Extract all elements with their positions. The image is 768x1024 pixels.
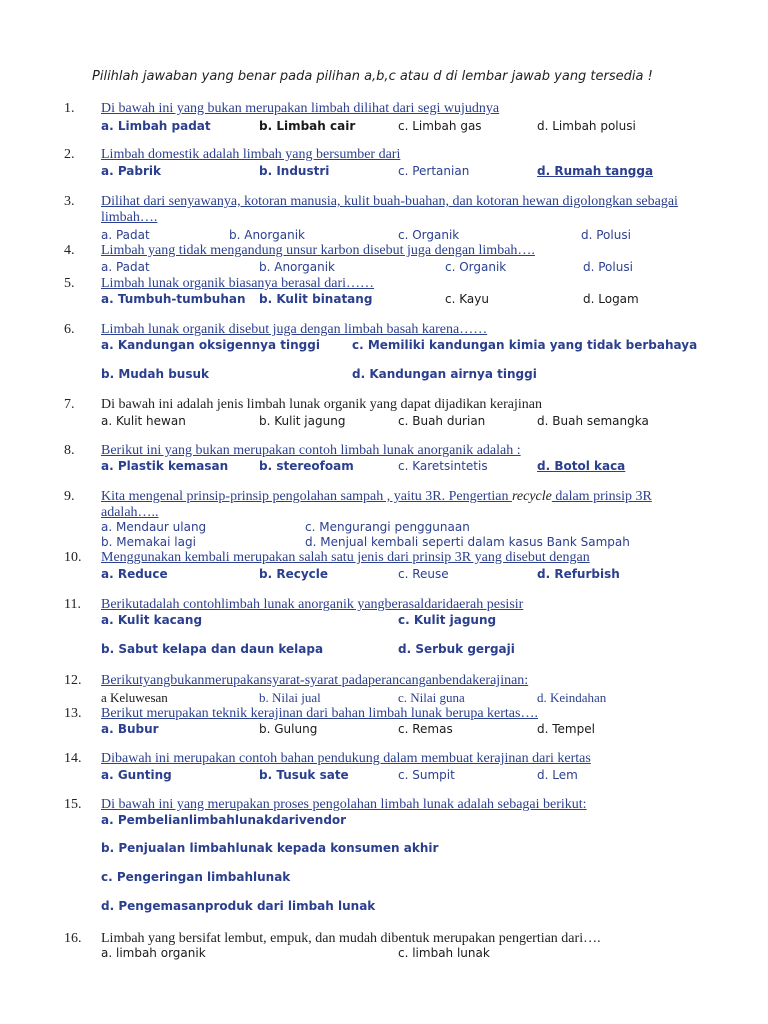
option-c[interactable]: c. Memiliki kandungan kimia yang tidak berbahaya [352,338,698,352]
option-c[interactable]: c. Remas [398,722,453,736]
option-d[interactable]: d. Rumah tangga [537,164,654,178]
question-number: 4. [64,243,75,258]
option-c[interactable]: c. Buah durian [398,414,486,428]
option-c[interactable]: c. Kayu [445,292,489,306]
question-text: Berikut merupakan teknik kerajinan dari bahan limbah lunak berupa kertas…. [101,706,538,721]
question-text: Berikutadalah contohlimbah lunak anorganik yangberasaldaridaerah pesisir [101,597,524,612]
question-number: 1. [64,101,75,116]
option-c[interactable]: c. Organik [445,260,507,274]
question-number: 13. [64,706,82,721]
option-a[interactable]: a. Pabrik [101,164,162,178]
question-number: 5. [64,276,75,291]
question-text: Berikut ini yang bukan merupakan contoh limbah lunak anorganik adalah : [101,443,521,458]
option-d[interactable]: d. Polusi [581,228,631,242]
option-b[interactable]: b. Anorganik [259,260,335,274]
option-row [101,292,721,307]
question-text: Dilihat dari senyawanya, kotoran manusia, kulit buah-buahan, dan kotoran hewan digolongkan sebagai limbah…. [101,194,678,225]
option-c[interactable]: c. Pertanian [398,164,470,178]
question-text: Limbah yang bersifat lembut, empuk, dan mudah dibentuk merupakan pengertian dari…. [101,931,601,946]
option-b[interactable]: b. Sabut kelapa dan daun kelapa [101,642,324,656]
question-text: Dibawah ini merupakan contoh bahan pendukung dalam membuat kerajinan dari kertas [101,751,591,766]
option-row [101,414,721,429]
option-a[interactable]: a Keluwesan [101,690,168,705]
question-number: 14. [64,751,82,766]
option-a[interactable]: a. Mendaur ulang [101,520,207,534]
option-d[interactable]: d. Menjual kembali seperti dalam kasus Bank Sampah [305,535,630,549]
option-row [101,870,721,885]
option-d[interactable]: d. Polusi [583,260,633,274]
option-b[interactable]: b. Limbah cair [259,119,356,133]
option-d[interactable]: d. Pengemasanproduk dari limbah lunak [101,899,376,913]
option-row [101,642,721,657]
question-number: 3. [64,194,75,209]
option-a[interactable]: a. Reduce [101,567,168,581]
question-text: Di bawah ini adalah jenis limbah lunak organik yang dapat dijadikan kerajinan [101,397,542,412]
option-b[interactable]: b. Mudah busuk [101,367,210,381]
option-row [101,228,721,243]
option-d[interactable]: d. Keindahan [537,690,607,705]
question-text: Limbah domestik adalah limbah yang bersumber dari [101,147,401,162]
question-text: Kita mengenal prinsip-prinsip pengolahan sampah , yaitu 3R. Pengertian recycle dalam prinsip 3R adalah….. [101,489,652,520]
option-b[interactable]: b. Kulit binatang [259,292,373,306]
option-row [101,164,721,179]
option-d[interactable]: d. Botol kaca [537,459,626,473]
option-row [101,367,721,382]
option-b[interactable]: b. Gulung [259,722,318,736]
instruction-text: Pilihlah jawaban yang benar pada pilihan a,b,c atau d di lembar jawab yang tersedia ! [92,69,653,84]
option-a[interactable]: a. Tumbuh-tumbuhan [101,292,246,306]
option-a[interactable]: a. Gunting [101,768,172,782]
question-number: 12. [64,673,82,688]
option-row [101,338,721,353]
question-number: 9. [64,489,75,504]
option-row [101,567,721,582]
option-c[interactable]: c. Organik [398,228,460,242]
option-d[interactable]: d. Tempel [537,722,595,736]
option-b[interactable]: b. Recycle [259,567,329,581]
option-d[interactable]: d. Limbah polusi [537,119,636,133]
question-text: Di bawah ini yang merupakan proses pengolahan limbah lunak adalah sebagai berikut: [101,797,587,812]
option-d[interactable]: d. Kandungan airnya tinggi [352,367,537,381]
option-c[interactable]: c. Nilai guna [398,690,465,705]
option-a[interactable]: a. Pembelianlimbahlunakdarivendor [101,813,347,827]
option-c[interactable]: c. Kulit jagung [398,613,497,627]
question-text: Limbah yang tidak mengandung unsur karbon disebut juga dengan limbah…. [101,243,535,258]
option-a[interactable]: a. Kandungan oksigennya tinggi [101,338,320,352]
question-text: Berikutyangbukanmerupakansyarat-syarat padaperancanganbendakerajinan: [101,673,529,688]
option-c[interactable]: c. Limbah gas [398,119,482,133]
option-row [101,722,721,737]
question-number: 10. [64,550,82,565]
option-row [101,813,721,828]
option-row [101,520,721,535]
option-d[interactable]: d. Logam [583,292,639,306]
option-d[interactable]: d. Serbuk gergaji [398,642,515,656]
option-b[interactable]: b. Kulit jagung [259,414,346,428]
option-a[interactable]: a. Kulit hewan [101,414,186,428]
question-text: Limbah lunak organik disebut juga dengan limbah basah karena…… [101,322,488,337]
question-number: 11. [64,597,81,612]
option-c[interactable]: c. limbah lunak [398,946,490,960]
option-row [101,690,721,705]
question-number: 8. [64,443,75,458]
question-text: Di bawah ini yang bukan merupakan limbah dilihat dari segi wujudnya [101,101,500,116]
option-c[interactable]: c. Sumpit [398,768,455,782]
option-d[interactable]: d. Lem [537,768,578,782]
option-a[interactable]: a. limbah organik [101,946,206,960]
option-row [101,459,721,474]
question-number: 15. [64,797,82,812]
option-d[interactable]: d. Buah semangka [537,414,649,428]
option-row [101,841,721,856]
question-text: Limbah lunak organik biasanya berasal dari…… [101,276,375,291]
question-number: 7. [64,397,75,412]
option-c[interactable]: c. Mengurangi penggunaan [305,520,470,534]
option-a[interactable]: a. Plastik kemasan [101,459,229,473]
option-row [101,946,721,961]
option-a[interactable]: a. Limbah padat [101,119,211,133]
question-number: 16. [64,931,82,946]
option-a[interactable]: a. Padat [101,260,150,274]
option-b[interactable]: b. Memakai lagi [101,535,196,549]
option-b[interactable]: b. stereofoam [259,459,354,473]
option-c[interactable]: c. Pengeringan limbahlunak [101,870,291,884]
option-c[interactable]: c. Reuse [398,567,449,581]
option-b[interactable]: b. Anorganik [229,228,305,242]
option-b[interactable]: b. Industri [259,164,330,178]
option-row [101,613,721,628]
question-text: Menggunakan kembali merupakan salah satu jenis dari prinsip 3R yang disebut dengan [101,550,590,565]
option-b[interactable]: b. Tusuk sate [259,768,349,782]
question-number: 2. [64,147,75,162]
option-row [101,260,721,275]
question-number: 6. [64,322,75,337]
option-b[interactable]: b. Nilai jual [259,690,321,705]
option-a[interactable]: a. Bubur [101,722,159,736]
option-d[interactable]: d. Refurbish [537,567,620,581]
option-a[interactable]: a. Padat [101,228,150,242]
option-row [101,535,721,550]
option-row [101,119,721,134]
option-row [101,768,721,783]
option-b[interactable]: b. Penjualan limbahlunak kepada konsumen akhir [101,841,439,855]
option-c[interactable]: c. Karetsintetis [398,459,488,473]
option-row [101,899,721,914]
option-a[interactable]: a. Kulit kacang [101,613,203,627]
